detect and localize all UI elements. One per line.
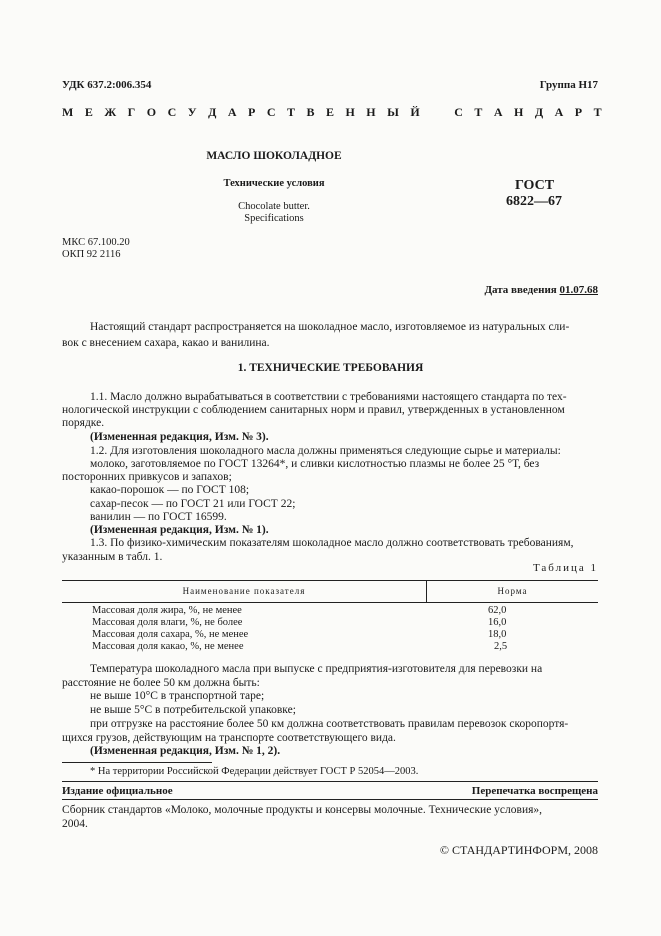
heading-letter: М [62,105,74,119]
footer-bottom-rule [62,799,598,800]
source-note [62,803,598,831]
table-row-value: 62,0 [488,605,507,616]
heading-letter: С [266,105,276,119]
heading-letter: В [306,105,315,119]
heading-letter: А [554,105,564,119]
paragraph-line: щихся грузов, действующим на транспорте соответствующего вида. [62,732,396,744]
footnote-rule [62,762,212,763]
heading-letter: Р [247,105,256,119]
table-row-value: 18,0 [488,629,507,640]
heading-letter: Р [574,105,583,119]
paragraph-line: 1.2. Для изготовления шоколадного масла должны применяться следующие сырье и материалы: [90,445,561,457]
paragraph-line: ванилин — по ГОСТ 16599. [90,511,227,523]
amendment-note: (Измененная редакция, Изм. № 1). [90,524,269,536]
heading-letter: Д [208,105,217,119]
table-header-indicator: Наименование показателя [182,586,306,596]
mks-code: МКС 67.100.20 [62,237,130,248]
table-caption: Таблица 1 [532,562,598,574]
copyright: © СТАНДАРТИНФОРМ, 2008 [439,843,598,857]
heading-letter: О [146,105,157,119]
footnote: * На территории Российской Федерации действует ГОСТ Р 52054—2003. [90,766,419,777]
heading-letter: Д [534,105,544,119]
table-row-value: 16,0 [488,617,507,628]
table-row-name: Массовая доля жира, %, не менее [92,605,242,616]
reprint-prohibited-label: Перепечатка воспрещена [471,785,598,797]
paragraph-line: Температура шоколадного масла при выпуске с предприятия-изготовителя для перевозки на [90,663,543,675]
paragraph-line: не выше 10°С в транспортной таре; [90,690,265,702]
english-title: Chocolate butter. [238,201,310,212]
paragraph-line: посторонних привкусов и запахов; [62,471,232,483]
heading-letter: А [227,105,237,119]
heading-letter: Т [593,105,602,119]
heading-letter: С [454,105,463,119]
interstate-standard-heading [62,105,602,120]
paragraph-line: какао-порошок — по ГОСТ 108; [90,484,250,496]
heading-letter: Е [325,105,334,119]
effective-date-value: 01.07.68 [559,284,598,296]
intro-line: Настоящий стандарт распространяется на шоколадное масло, изготовляемое из натуральных сли- [90,321,570,333]
official-edition-label: Издание официальное [62,785,173,797]
footer-top-rule [62,781,598,782]
heading-letter: Ы [387,105,399,119]
paragraph-line: 1.3. По физико-химическим показателям шоколадное масло должно соответствовать требованиям, [90,537,574,549]
gost-label: ГОСТ [515,178,555,193]
gost-number: 6822—67 [506,194,562,209]
heading-letter: Г [127,105,136,119]
paragraph-line: не выше 5°С в потребительской упаковке; [90,704,296,716]
document-title: МАСЛО ШОКОЛАДНОЕ [206,150,342,162]
source-line: 2004. [62,818,88,830]
paragraph-line: при отгрузке на расстояние более 50 км должна соответствовать правилам перевозок скоропортя- [90,718,569,730]
heading-letter: У [187,105,197,119]
heading-letter: Н [345,105,355,119]
amendment-note: (Измененная редакция, Изм. № 3). [90,431,269,443]
paragraph-line: сахар-песок — по ГОСТ 21 или ГОСТ 22; [90,498,296,510]
english-subtitle: Specifications [244,213,304,224]
table-top-rule [62,580,598,581]
source-line: Сборник стандартов «Молоко, молочные продукты и консервы молочные. Технические условия», [62,804,543,816]
table-row-name: Массовая доля влаги, %, не более [92,617,243,628]
paragraph-line: нологической инструкции с соблюдением санитарных норм и правил, утвержденных в установленном [62,404,565,416]
okp-code: ОКП 92 2116 [62,249,121,260]
heading-letter: С [167,105,177,119]
table-row-value: 2,5 [494,641,508,652]
heading-letter: Н [514,105,524,119]
intro-line: вок с внесением сахара, какао и ванилина. [62,337,270,349]
paragraph-line: молоко, заготовляемое по ГОСТ 13264*, и сливки кислотностью плазмы не более 25 °Т, без [90,458,540,470]
heading-letter: Ж [104,105,117,119]
heading-letter: Е [84,105,93,119]
table-header-norm: Норма [497,586,528,596]
heading-letter: А [493,105,503,119]
effective-date [484,284,598,296]
heading-letter: Й [410,105,420,119]
udk-code: УДК 637.2:006.354 [62,79,152,91]
table-header-rule [62,602,598,603]
group-code: Группа Н17 [539,79,598,91]
heading-letter: Т [286,105,295,119]
effective-date-label: Дата введения [484,284,557,296]
paragraph-line: порядке. [62,417,105,429]
paragraph-line: расстояние не более 50 км должна быть: [62,677,260,689]
table-row-name: Массовая доля какао, %, не менее [92,641,244,652]
heading-letter: Н [366,105,376,119]
heading-letter: Т [474,105,483,119]
section-heading: 1. ТЕХНИЧЕСКИЕ ТРЕБОВАНИЯ [237,362,424,374]
document-subtitle: Технические условия [223,178,325,189]
paragraph-line: указанным в табл. 1. [62,551,163,563]
paragraph-line: 1.1. Масло должно вырабатываться в соответствии с требованиями настоящего стандарта по тех- [90,391,567,403]
amendment-note: (Измененная редакция, Изм. № 1, 2). [90,745,281,757]
table-row-name: Массовая доля сахара, %, не менее [92,629,249,640]
